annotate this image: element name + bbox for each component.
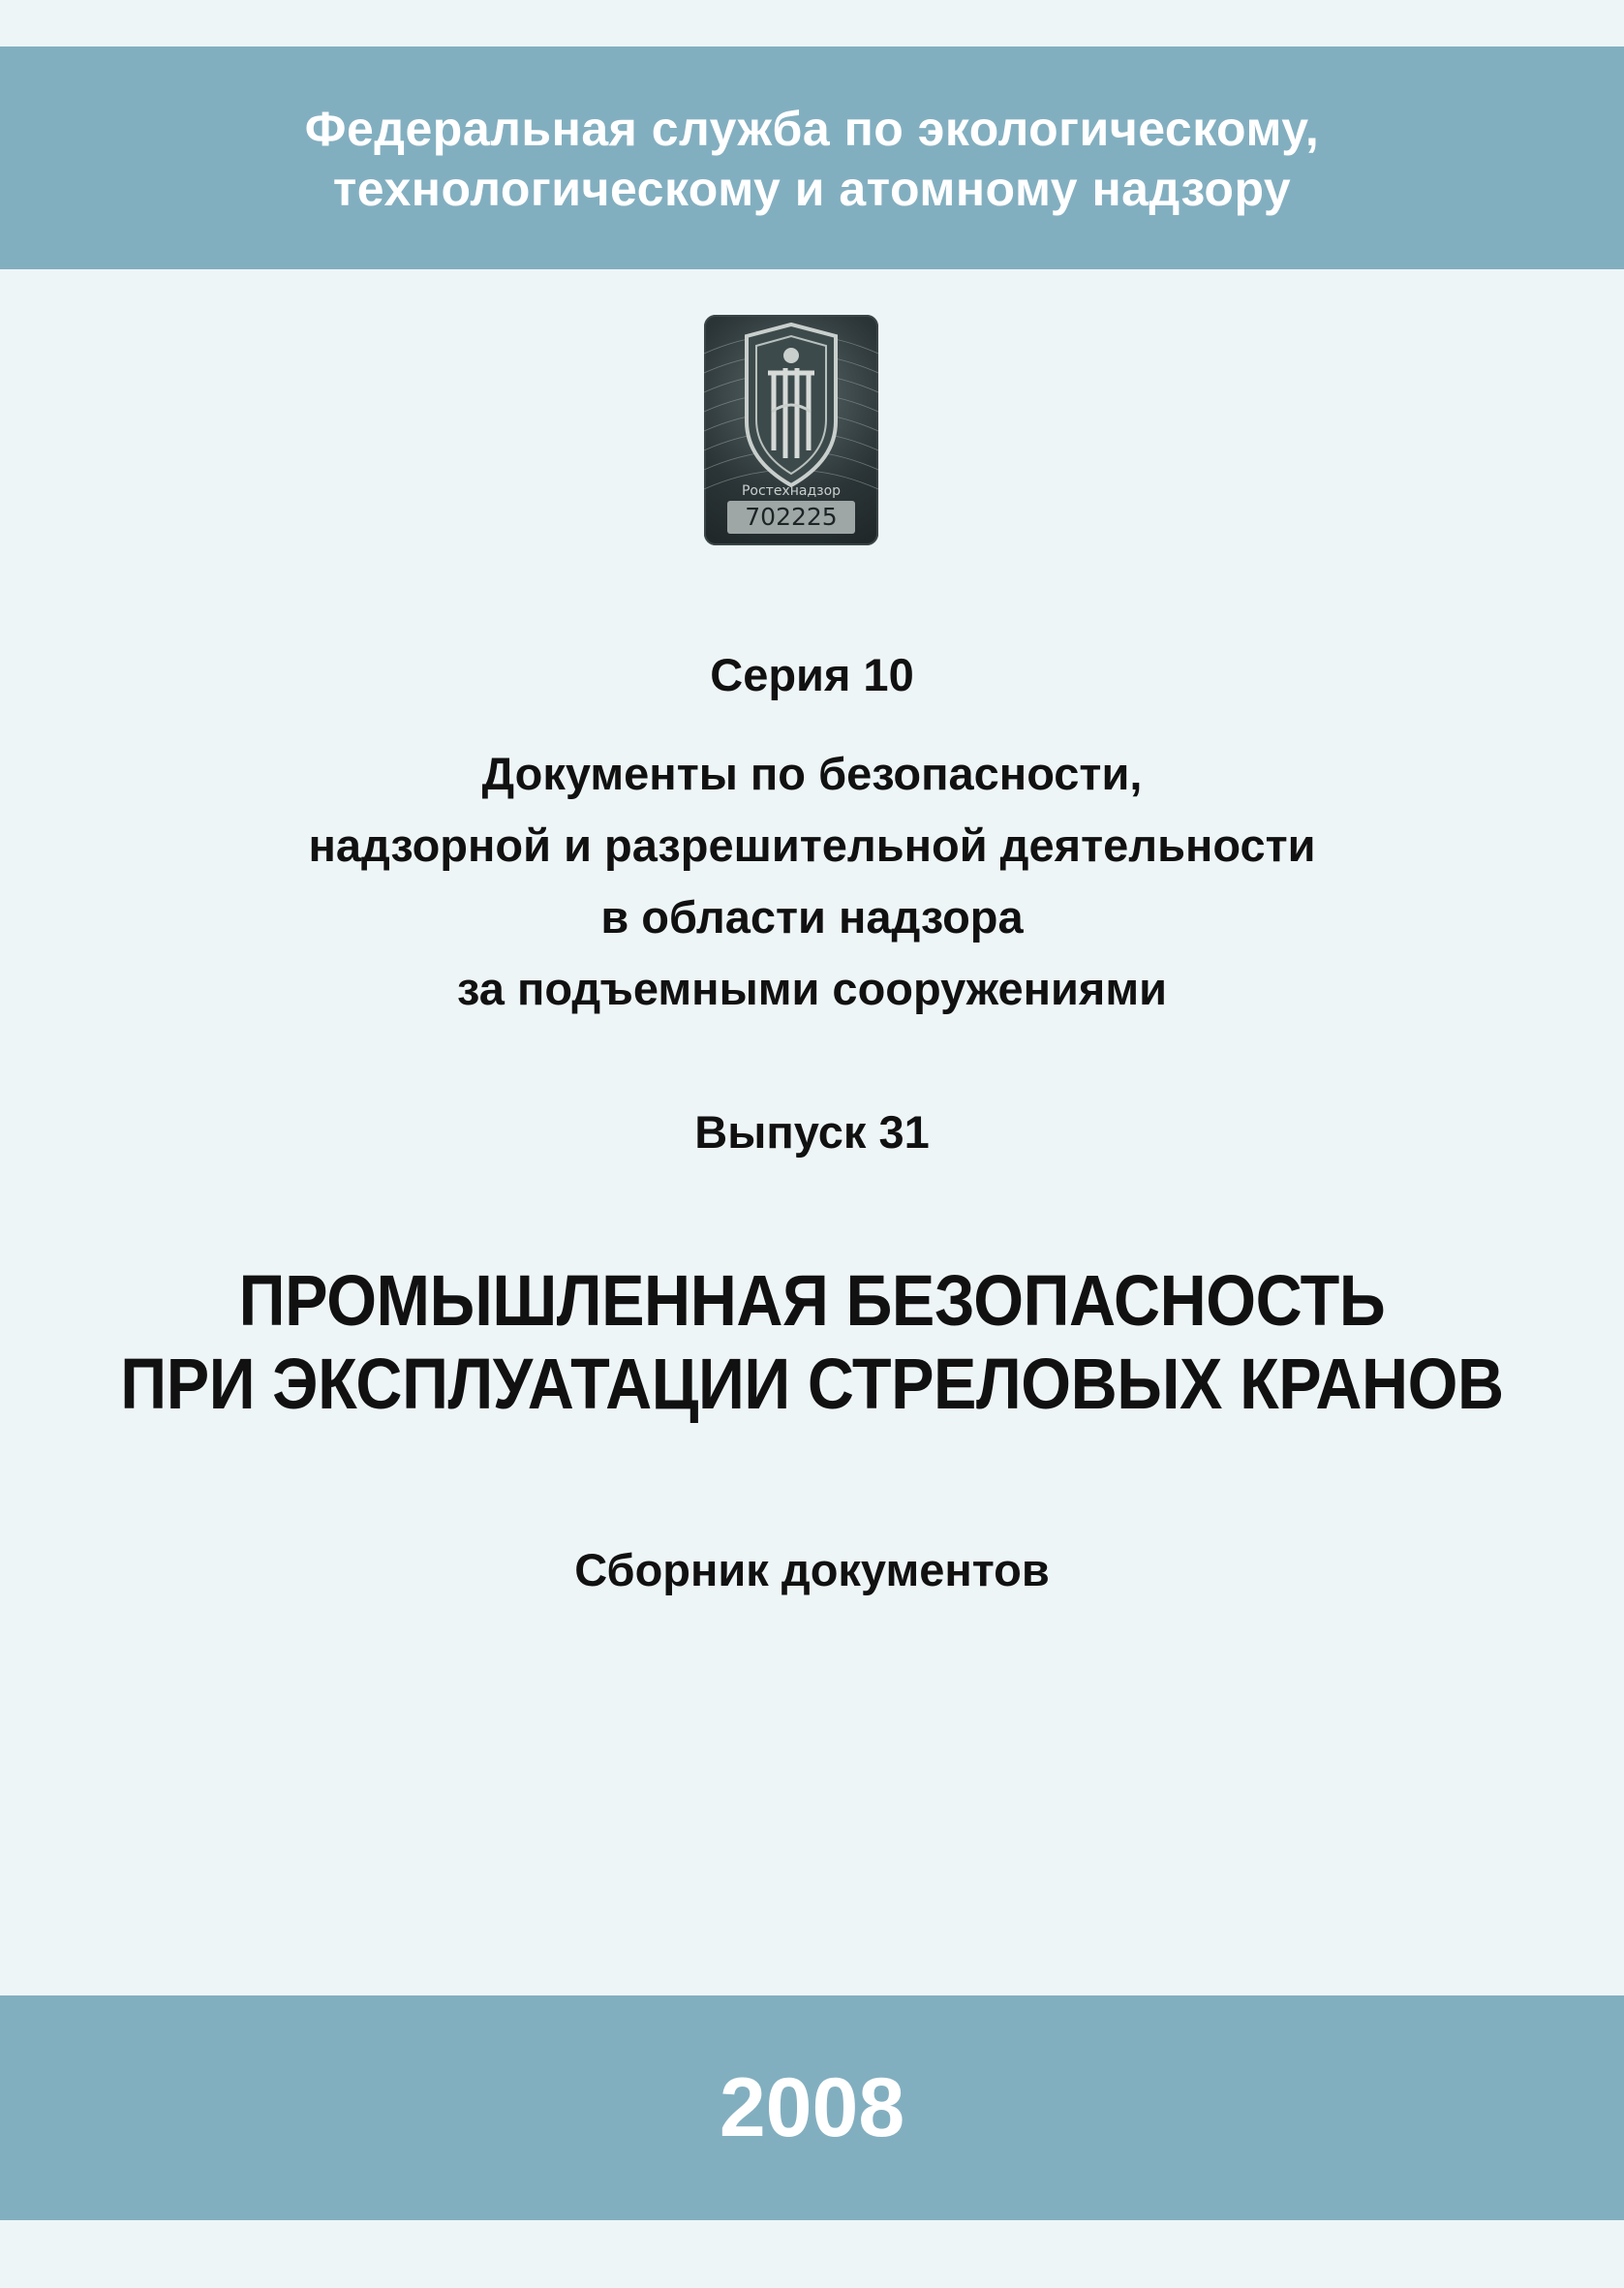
series-label: Серия 10	[710, 649, 914, 700]
book-title	[81, 1259, 1543, 1426]
book-subtitle: Сборник документов	[574, 1544, 1050, 1595]
agency-name-line1: Федеральная служба по экологическому,	[304, 102, 1320, 156]
series-description	[0, 738, 1624, 1025]
series-description-line: Документы по безопасности,	[481, 748, 1143, 799]
book-title-line: ПРОМЫШЛЕННАЯ БЕЗОПАСНОСТЬ	[238, 1260, 1386, 1341]
publication-year: 2008	[719, 2061, 905, 2154]
hologram-caption: Ростехнадзор	[741, 483, 842, 499]
issue-label: Выпуск 31	[694, 1106, 930, 1158]
series-description-line: надзорной и разрешительной деятельности	[308, 819, 1316, 871]
series-description-line: в области надзора	[600, 891, 1024, 943]
series-description-line: за подъемными сооружениями	[457, 963, 1167, 1014]
book-title-line: ПРИ ЭКСПЛУАТАЦИИ СТРЕЛОВЫХ КРАНОВ	[120, 1344, 1504, 1424]
hologram-number: 702225	[727, 501, 855, 534]
agency-name-line2: технологическому и атомному надзору	[332, 162, 1292, 216]
hologram-sticker	[704, 315, 878, 545]
